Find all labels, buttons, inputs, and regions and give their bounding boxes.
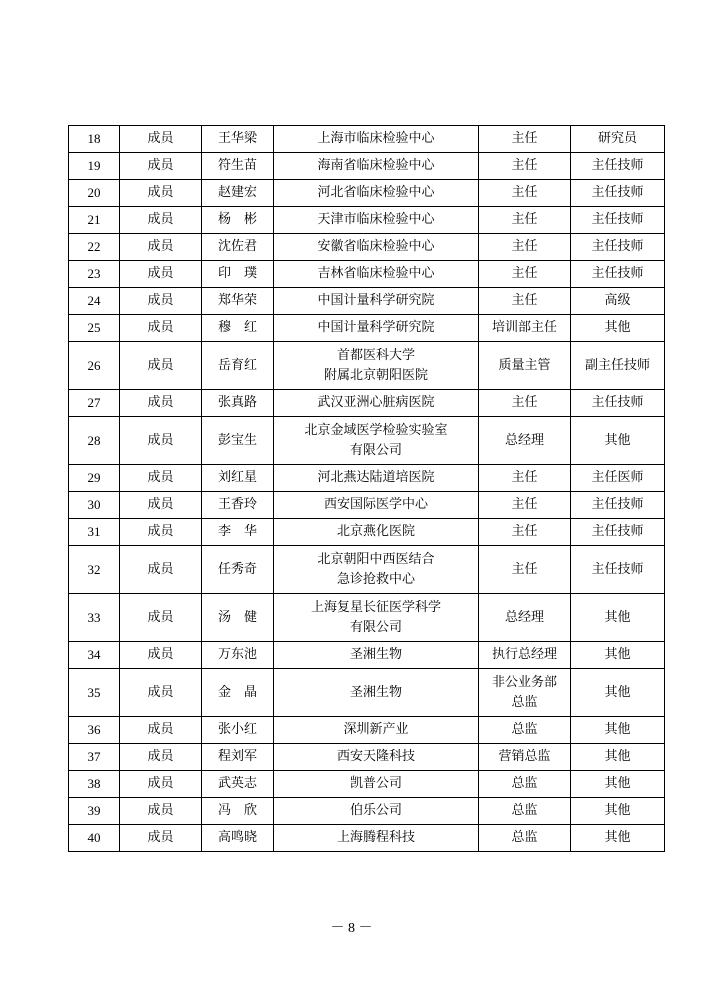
- member-name: 冯 欣: [202, 798, 274, 825]
- member-name: 高鸣晓: [202, 825, 274, 852]
- member-position-line: 总经理: [504, 432, 544, 448]
- member-position: [479, 519, 571, 546]
- member-organization: [274, 417, 479, 465]
- row-number: 25: [69, 315, 120, 342]
- member-position-line: 主任: [511, 395, 538, 410]
- member-organization: [274, 798, 479, 825]
- member-role: 成员: [120, 798, 202, 825]
- member-organization: [274, 180, 479, 207]
- member-role: 成员: [120, 771, 202, 798]
- row-number: 24: [69, 288, 120, 315]
- member-organization: [274, 315, 479, 342]
- member-organization: [274, 594, 479, 642]
- member-position: [479, 642, 571, 669]
- member-title: 主任技师: [571, 207, 665, 234]
- member-position-line: 主任: [511, 185, 538, 200]
- member-role: 成员: [120, 288, 202, 315]
- member-organization: [274, 744, 479, 771]
- member-organization: [274, 126, 479, 153]
- table-row: [69, 825, 665, 852]
- member-name: 刘红星: [202, 465, 274, 492]
- member-role: 成员: [120, 234, 202, 261]
- table-row: [69, 594, 665, 642]
- member-title: 主任技师: [571, 492, 665, 519]
- row-number: 27: [69, 390, 120, 417]
- member-name: 张真路: [202, 390, 274, 417]
- member-organization-line: 有限公司: [349, 619, 402, 635]
- member-name: 任秀奇: [202, 546, 274, 594]
- member-title: 其他: [571, 315, 665, 342]
- table-row: [69, 180, 665, 207]
- member-organization-line: 急诊抢救中心: [336, 571, 415, 587]
- member-organization-line: 北京朝阳中西医结合: [317, 551, 435, 567]
- row-number: 33: [69, 594, 120, 642]
- member-organization-line: 深圳新产业: [343, 722, 409, 737]
- member-organization: [274, 642, 479, 669]
- row-number: 20: [69, 180, 120, 207]
- row-number: 34: [69, 642, 120, 669]
- table-row: [69, 669, 665, 717]
- member-organization-line: 河北省临床检验中心: [317, 185, 435, 200]
- member-name: 沈佐君: [202, 234, 274, 261]
- member-role: 成员: [120, 669, 202, 717]
- row-number: 21: [69, 207, 120, 234]
- table-row: [69, 261, 665, 288]
- member-position-line: 总经理: [504, 609, 544, 625]
- member-position-line: 非公业务部: [491, 674, 557, 690]
- member-position-line: 主任: [511, 470, 538, 485]
- member-position-line: 主任: [511, 131, 538, 146]
- member-position-line: 培训部主任: [491, 320, 557, 335]
- member-title: 主任技师: [571, 261, 665, 288]
- member-role: 成员: [120, 261, 202, 288]
- member-position-line: 总监: [511, 803, 538, 818]
- table-row: [69, 717, 665, 744]
- member-position: [479, 261, 571, 288]
- member-organization-line: 北京燕化医院: [336, 524, 415, 539]
- member-organization: [274, 288, 479, 315]
- member-title: 主任技师: [571, 153, 665, 180]
- table-row: [69, 153, 665, 180]
- table-row: [69, 234, 665, 261]
- member-table: [68, 125, 665, 852]
- member-organization-line: 上海市临床检验中心: [317, 131, 435, 146]
- row-number: 30: [69, 492, 120, 519]
- member-organization-line: 上海腾程科技: [336, 830, 415, 845]
- member-title: 副主任技师: [571, 342, 665, 390]
- member-organization-line: 武汉亚洲心脏病医院: [317, 395, 435, 410]
- member-title: 其他: [571, 594, 665, 642]
- member-position: [479, 417, 571, 465]
- member-organization: [274, 390, 479, 417]
- member-organization-line: 西安天隆科技: [336, 749, 415, 764]
- member-role: 成员: [120, 465, 202, 492]
- member-name: 武英志: [202, 771, 274, 798]
- member-position-line: 总监: [511, 776, 538, 791]
- table-row: [69, 390, 665, 417]
- member-position: [479, 825, 571, 852]
- member-position: [479, 234, 571, 261]
- page-number: － 8 －: [330, 921, 373, 936]
- member-role: 成员: [120, 126, 202, 153]
- member-title: 其他: [571, 417, 665, 465]
- member-organization-line: 西安国际医学中心: [323, 497, 428, 512]
- member-position: [479, 342, 571, 390]
- member-name: 符生苗: [202, 153, 274, 180]
- member-position: [479, 465, 571, 492]
- member-organization-line: 河北燕达陆道培医院: [317, 470, 435, 485]
- member-role: 成员: [120, 642, 202, 669]
- member-name: 金 晶: [202, 669, 274, 717]
- row-number: 32: [69, 546, 120, 594]
- member-organization: [274, 825, 479, 852]
- row-number: 19: [69, 153, 120, 180]
- member-position: [479, 798, 571, 825]
- member-position: [479, 492, 571, 519]
- member-position-line: 总监: [511, 830, 538, 845]
- table-row: [69, 126, 665, 153]
- member-title: 其他: [571, 744, 665, 771]
- member-organization: [274, 261, 479, 288]
- member-title: 其他: [571, 825, 665, 852]
- member-organization: [274, 153, 479, 180]
- table-row: [69, 342, 665, 390]
- member-title: 研究员: [571, 126, 665, 153]
- member-organization-line: 圣湘生物: [349, 684, 402, 700]
- table-row: [69, 465, 665, 492]
- member-role: 成员: [120, 744, 202, 771]
- row-number: 28: [69, 417, 120, 465]
- member-position: [479, 288, 571, 315]
- member-position-line: 总监: [511, 722, 538, 737]
- table-row: [69, 315, 665, 342]
- member-role: 成员: [120, 417, 202, 465]
- member-position-line: 主任: [511, 497, 538, 512]
- member-organization-line: 吉林省临床检验中心: [317, 266, 435, 281]
- member-name: 汤 健: [202, 594, 274, 642]
- member-position-line: 主任: [511, 158, 538, 173]
- member-name: 穆 红: [202, 315, 274, 342]
- member-name: 赵建宏: [202, 180, 274, 207]
- member-organization: [274, 669, 479, 717]
- member-organization: [274, 546, 479, 594]
- member-organization-line: 附属北京朝阳医院: [323, 367, 428, 383]
- member-name: 彭宝生: [202, 417, 274, 465]
- row-number: 31: [69, 519, 120, 546]
- member-position-line: 主任: [511, 212, 538, 227]
- member-role: 成员: [120, 342, 202, 390]
- member-organization-line: 凯普公司: [349, 776, 402, 791]
- member-position: [479, 717, 571, 744]
- table-row: [69, 642, 665, 669]
- member-position-line: 质量主管: [498, 357, 551, 373]
- member-organization: [274, 465, 479, 492]
- member-position: [479, 126, 571, 153]
- member-organization-line: 首都医科大学: [336, 347, 415, 363]
- row-number: 36: [69, 717, 120, 744]
- table-row: [69, 546, 665, 594]
- member-name: 王华梁: [202, 126, 274, 153]
- member-position: [479, 315, 571, 342]
- member-role: 成员: [120, 315, 202, 342]
- member-table-body: [69, 126, 665, 852]
- member-position: [479, 594, 571, 642]
- member-role: 成员: [120, 717, 202, 744]
- member-name: 印 璞: [202, 261, 274, 288]
- row-number: 39: [69, 798, 120, 825]
- member-organization-line: 天津市临床检验中心: [317, 212, 435, 227]
- member-role: 成员: [120, 825, 202, 852]
- member-position-line: 营销总监: [498, 749, 551, 764]
- row-number: 37: [69, 744, 120, 771]
- member-position: [479, 390, 571, 417]
- member-title: 高级: [571, 288, 665, 315]
- member-role: 成员: [120, 390, 202, 417]
- member-organization-line: 安徽省临床检验中心: [317, 239, 435, 254]
- member-organization-line: 北京金域医学检验实验室: [304, 422, 448, 438]
- table-row: [69, 288, 665, 315]
- member-role: 成员: [120, 153, 202, 180]
- member-name: 王香玲: [202, 492, 274, 519]
- member-organization-line: 海南省临床检验中心: [317, 158, 435, 173]
- table-row: [69, 771, 665, 798]
- member-organization: [274, 717, 479, 744]
- member-title: 主任医师: [571, 465, 665, 492]
- member-name: 程刘军: [202, 744, 274, 771]
- member-role: 成员: [120, 546, 202, 594]
- member-name: 张小红: [202, 717, 274, 744]
- row-number: 35: [69, 669, 120, 717]
- table-row: [69, 492, 665, 519]
- member-name: 郑华荣: [202, 288, 274, 315]
- member-position: [479, 771, 571, 798]
- member-organization-line: 中国计量科学研究院: [317, 320, 435, 335]
- member-organization: [274, 342, 479, 390]
- member-organization: [274, 519, 479, 546]
- member-organization-line: 伯乐公司: [349, 803, 402, 818]
- member-organization-line: 圣湘生物: [349, 647, 402, 662]
- member-organization: [274, 492, 479, 519]
- table-row: [69, 417, 665, 465]
- member-position-line: 主任: [511, 293, 538, 308]
- member-organization: [274, 207, 479, 234]
- member-title: 其他: [571, 642, 665, 669]
- member-position: [479, 744, 571, 771]
- member-position: [479, 546, 571, 594]
- member-position: [479, 153, 571, 180]
- member-title: 主任技师: [571, 546, 665, 594]
- member-position-line: 总监: [511, 694, 538, 710]
- member-position: [479, 669, 571, 717]
- member-title: 其他: [571, 798, 665, 825]
- row-number: 22: [69, 234, 120, 261]
- member-position-line: 主任: [511, 524, 538, 539]
- member-organization-line: 上海复星长征医学科学: [310, 599, 441, 615]
- member-title: 其他: [571, 717, 665, 744]
- member-role: 成员: [120, 594, 202, 642]
- member-name: 岳育红: [202, 342, 274, 390]
- member-name: 李 华: [202, 519, 274, 546]
- row-number: 38: [69, 771, 120, 798]
- member-title: 主任技师: [571, 390, 665, 417]
- member-organization-line: 有限公司: [349, 442, 402, 458]
- member-role: 成员: [120, 492, 202, 519]
- member-position-line: 主任: [511, 561, 538, 577]
- member-title: 其他: [571, 771, 665, 798]
- member-position-line: 主任: [511, 239, 538, 254]
- member-position: [479, 180, 571, 207]
- member-title: 主任技师: [571, 180, 665, 207]
- member-role: 成员: [120, 180, 202, 207]
- row-number: 26: [69, 342, 120, 390]
- row-number: 23: [69, 261, 120, 288]
- row-number: 40: [69, 825, 120, 852]
- table-row: [69, 207, 665, 234]
- member-title: 主任技师: [571, 234, 665, 261]
- member-position: [479, 207, 571, 234]
- table-row: [69, 798, 665, 825]
- member-role: 成员: [120, 207, 202, 234]
- member-organization: [274, 771, 479, 798]
- member-title: 主任技师: [571, 519, 665, 546]
- row-number: 29: [69, 465, 120, 492]
- member-role: 成员: [120, 519, 202, 546]
- member-name: 杨 彬: [202, 207, 274, 234]
- member-organization-line: 中国计量科学研究院: [317, 293, 435, 308]
- member-organization: [274, 234, 479, 261]
- member-position-line: 执行总经理: [491, 647, 557, 662]
- row-number: 18: [69, 126, 120, 153]
- table-row: [69, 744, 665, 771]
- member-title: 其他: [571, 669, 665, 717]
- member-name: 万东池: [202, 642, 274, 669]
- table-row: [69, 519, 665, 546]
- member-position-line: 主任: [511, 266, 538, 281]
